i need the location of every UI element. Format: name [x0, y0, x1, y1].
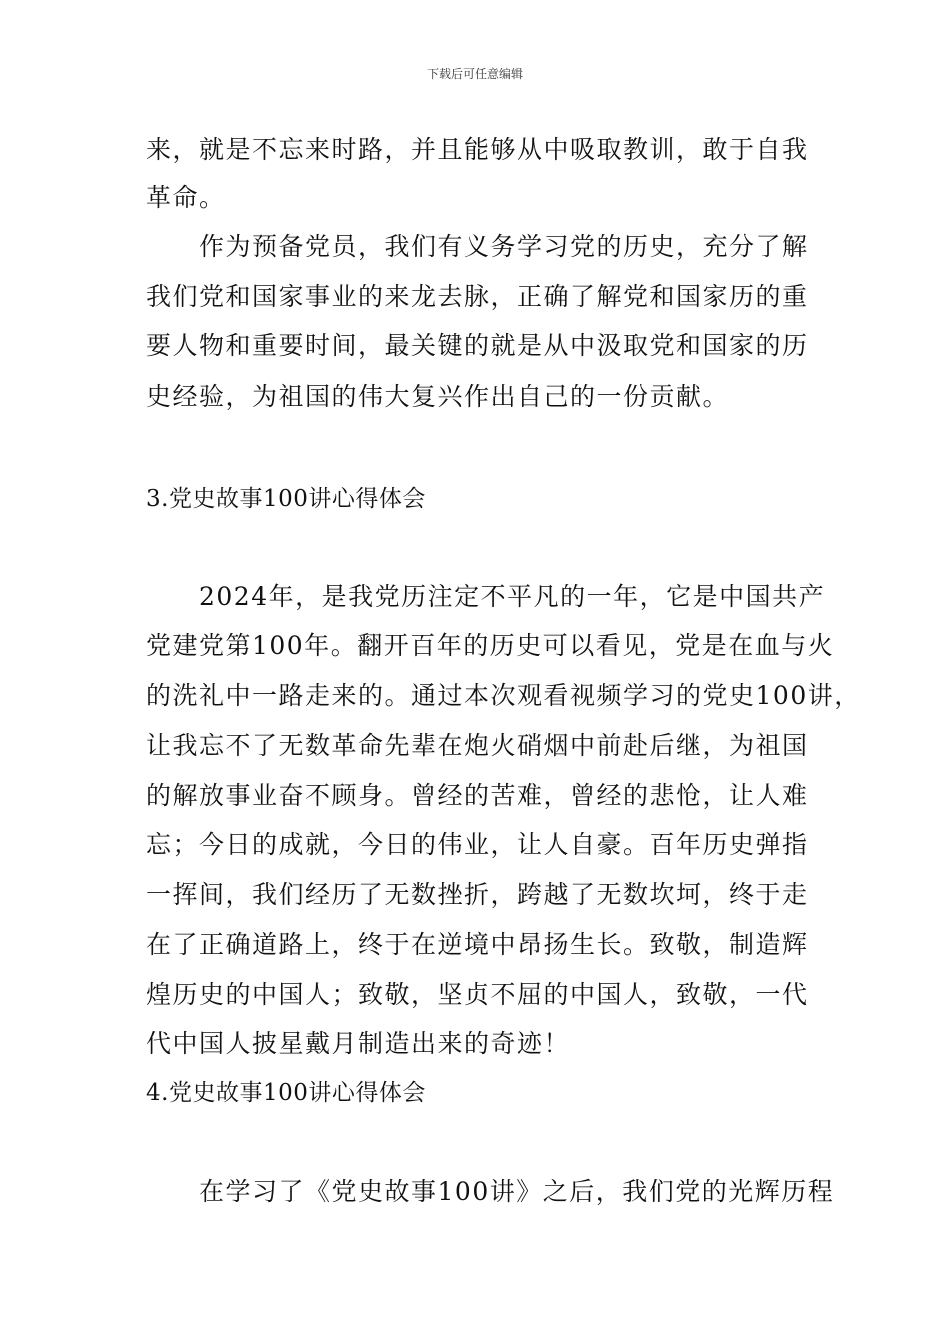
body-line: 一挥间，我们经历了无数挫折，跨越了无数坎坷，终于走: [146, 880, 809, 909]
body-line: 我们党和国家事业的来龙去脉，正确了解党和国家历的重: [146, 282, 809, 311]
body-line: 的解放事业奋不顾身。曾经的苦难，曾经的悲怆，让人难: [146, 781, 809, 810]
body-line: 来，就是不忘来时路，并且能够从中吸取教训，敢于自我: [146, 135, 809, 164]
body-line: 在了正确道路上，终于在逆境中昂扬生长。致敬，制造辉: [146, 930, 809, 959]
body-line: 2024年，是我党历注定不平凡的一年，它是中国共产: [146, 582, 826, 611]
body-line: 煌历史的中国人；致敬，坚贞不屈的中国人，致敬，一代: [146, 980, 809, 1009]
body-line: 作为预备党员，我们有义务学习党的历史，充分了解: [146, 232, 809, 261]
section-heading: 4.党史故事100讲心得体会: [146, 1080, 426, 1106]
body-line: 代中国人披星戴月制造出来的奇迹！: [146, 1029, 571, 1058]
body-line: 要人物和重要时间，最关键的就是从中汲取党和国家的历: [146, 331, 809, 360]
body-line: 让我忘不了无数革命先辈在炮火硝烟中前赴后继，为祖国: [146, 731, 809, 760]
body-line: 忘；今日的成就，今日的伟业，让人自豪。百年历史弹指: [146, 830, 809, 859]
section-heading: 3.党史故事100讲心得体会: [146, 486, 426, 512]
body-line: 党建党第100年。翻开百年的历史可以看见，党是在血与火: [146, 631, 835, 660]
body-line: 在学习了《党史故事100讲》之后，我们党的光辉历程: [146, 1177, 835, 1206]
body-line: 史经验，为祖国的伟大复兴作出自己的一份贡献。: [146, 382, 730, 411]
page-header: 下载后可任意编辑: [426, 67, 523, 81]
body-line: 的洗礼中一路走来的。通过本次观看视频学习的党史100讲，: [146, 681, 861, 710]
body-line: 革命。: [146, 183, 226, 212]
